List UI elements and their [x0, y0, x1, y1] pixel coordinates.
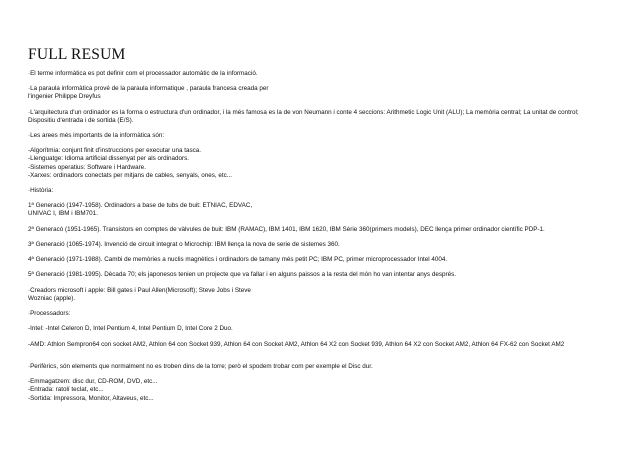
document-body	[28, 70, 626, 403]
text-line: 4ª Generació (1971-1988). Cambi de memòries a nuclis magnètics i ordinadors de tamany més petit PC; IBM PC, primer microprocessador Intel 4004.	[28, 256, 448, 264]
paragraph-spacer	[28, 349, 626, 356]
paragraph-spacer	[28, 140, 626, 147]
text-line: ·Les arees més importants de la informàtica són:	[28, 132, 165, 140]
text-line: -Xarxes: ordinadors conectats per mitjans de cables, senyals, ones, etc...	[28, 171, 233, 179]
paragraph-spacer	[28, 303, 626, 310]
text-line: -Sistemes operatius: Software i Hardware.	[28, 163, 146, 171]
paragraph-spacer	[28, 318, 626, 325]
text-line: UNIVAC I, IBM i IBM701.	[28, 210, 98, 218]
paragraph-spacer	[28, 333, 626, 340]
paragraph-spacer	[28, 218, 626, 225]
document-title: FULL RESUM	[28, 46, 126, 63]
text-line: -Sortida: Impressora, Monitor, Altaveus, etc...	[28, 394, 154, 402]
text-line: -Llenguatge: Idioma artificial dissenyat per als ordinadors.	[28, 155, 190, 163]
paragraph-spacer	[28, 102, 626, 109]
text-line: ·L'arquitectura d'un ordinador es la forma o estructura d'un ordinador, i la més famosa es la de von Neumann i conte 4 seccions: Arithmetic Logic Unit (ALU); La memòria central; La unitat de control;	[28, 108, 579, 116]
paragraph-spacer	[28, 195, 626, 202]
text-line: ·La paraula informàtica prové de la paraula informatique , paraula francesa creada per	[28, 85, 269, 93]
text-line: ·Processadors:	[28, 310, 71, 318]
paragraph-spacer	[28, 371, 626, 378]
text-line: Dispositiu d'entrada i de sortida (E/S).	[28, 116, 134, 124]
text-line: 2ª Generacó (1951-1965). Transistors en comptes de vàlvules de buit: IBM (RAMAC), IBM 1401, IBM 1620, IBM Sèrie 360(primers models), DEC llença primer ordinador científic PDP-1.	[28, 225, 545, 233]
text-line: ·Perifèrics, són elements que normalment no es troben dins de la torre; però el spodem trobar com per exemple el Disc dur.	[28, 363, 373, 371]
text-line: -Entrada: ratolí teclat, etc...	[28, 386, 104, 394]
paragraph-spacer	[28, 78, 626, 85]
paragraph-spacer	[28, 125, 626, 132]
text-line: l'ingenier Philippe Dreyfus	[28, 93, 101, 101]
text-line: Wozniac (apple).	[28, 294, 76, 302]
text-line: -Algorítmia: conjunt finit d'instruccions per executar una tasca.	[28, 147, 202, 155]
paragraph-spacer	[28, 249, 626, 256]
text-line: ·El terme informàtica es pot definir com el processador automàtic de la informació.	[28, 70, 258, 78]
text-line: 1ª Generació (1947-1958). Ordinadors a base de tubs de buit: ETNIAC, EDVAC,	[28, 202, 253, 210]
paragraph-spacer	[28, 264, 626, 271]
text-line: ·Història:	[28, 186, 54, 194]
text-line: -Emmagatzem: disc dur, CD-ROM, DVD, etc...	[28, 378, 158, 386]
text-line: -Intel: -Intel Celeron D, Intel Pentium 4, Intel Pentium D, Intel Core 2 Duo.	[28, 325, 233, 333]
paragraph-spacer	[28, 280, 626, 287]
text-line: -AMD: Athlon Sempron64 con socket AM2, Athlon 64 con Socket 939, Athlon 64 con Socket AM2, Athlon 64 X2 con Socket 939, Athlon 64 X2 con Socket AM2, Athlon 64 FX-62 con Socket AM2	[28, 340, 565, 348]
text-line: 5ª Generació (1981-1995). Dècada 70; els japonesos tenien un projecte que va fallar i en alguns paissos a la resta del món ho van intentar anys després.	[28, 271, 456, 279]
text-line: ·Creadors microsoft i apple: Bill gates i Paul Allen(Microsoft); Steve Jobs i Steve	[28, 286, 251, 294]
paragraph-spacer	[28, 234, 626, 241]
paragraph-spacer	[28, 356, 626, 363]
text-line: 3ª Generació (1065-1974). Invenció de circuit integrat o Microchip: IBM llença la nova de serie de sistemes 360.	[28, 240, 340, 248]
paragraph-spacer	[28, 180, 626, 187]
